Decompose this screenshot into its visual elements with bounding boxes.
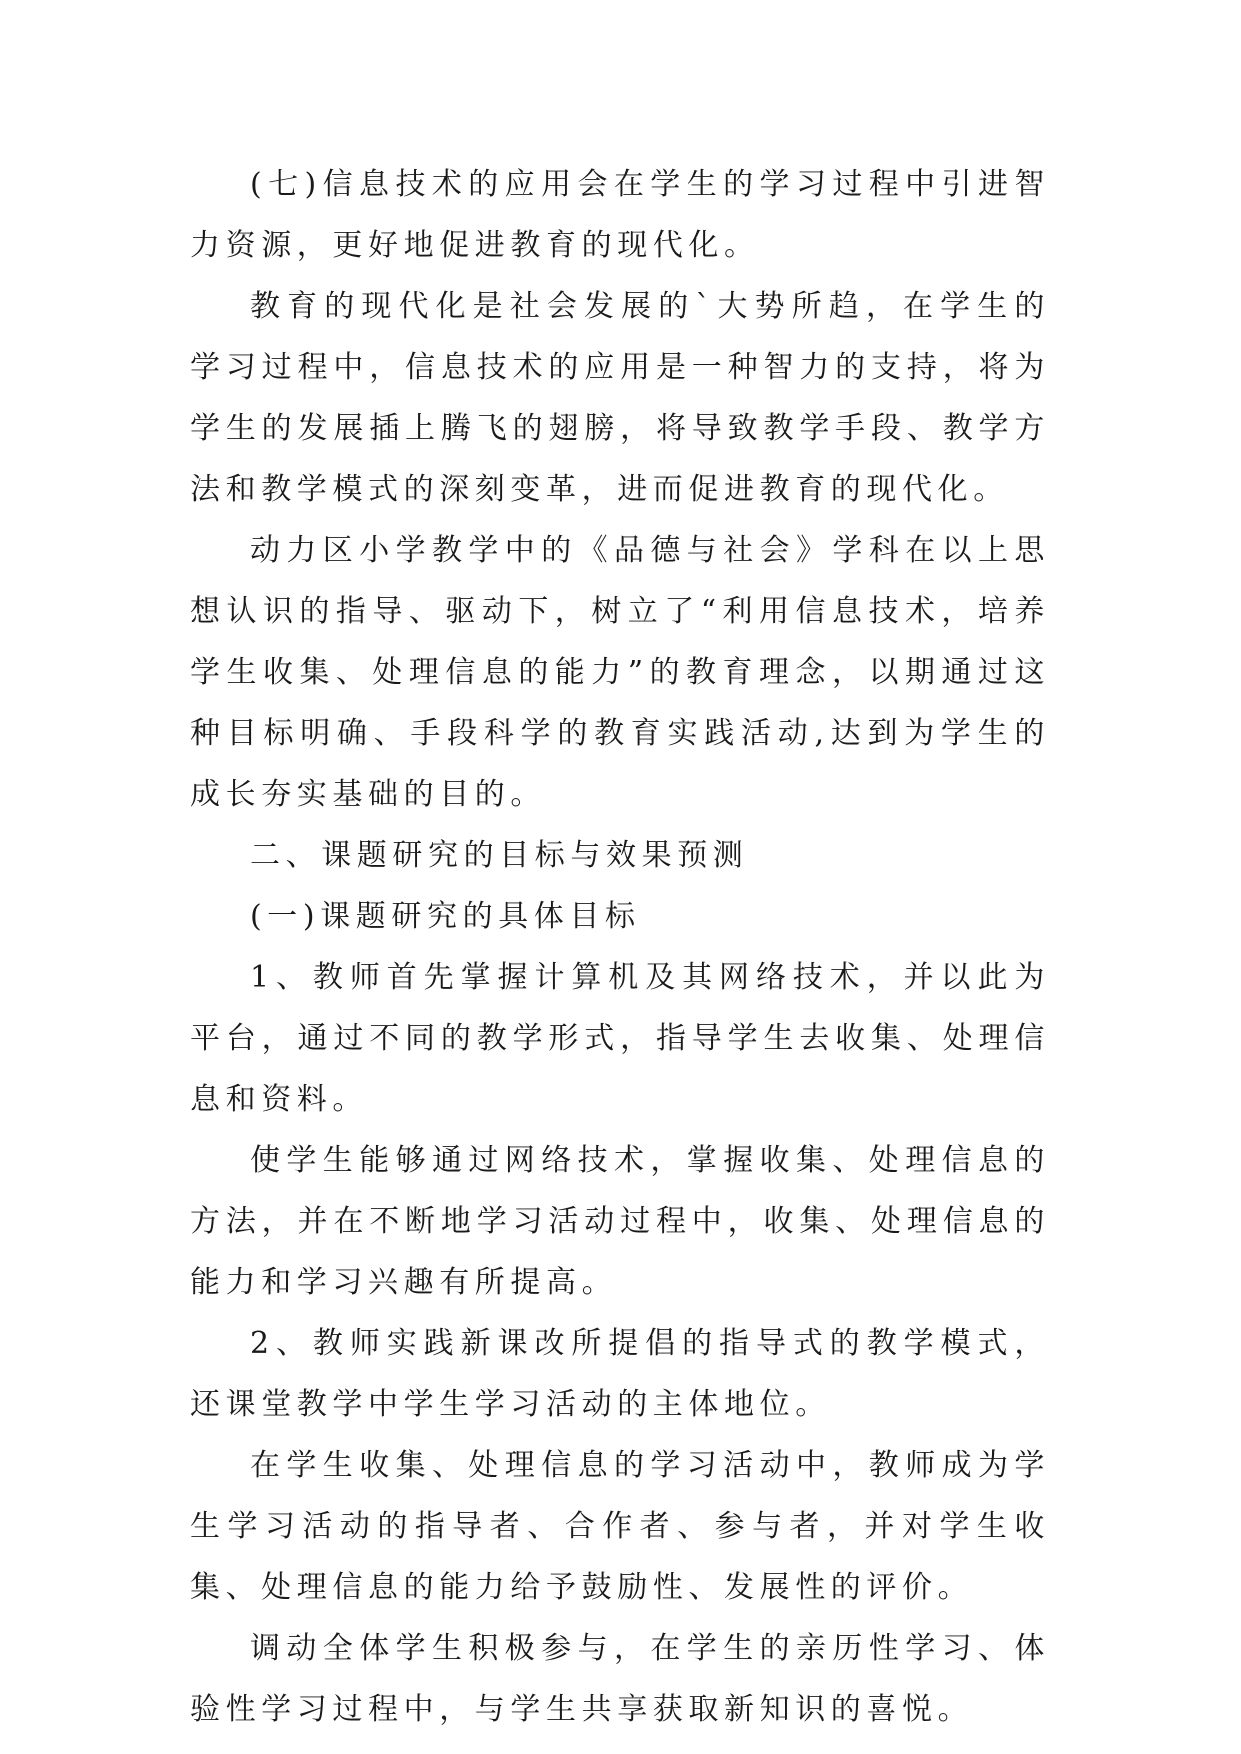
subsection-heading: (一)课题研究的具体目标 bbox=[250, 899, 641, 934]
paragraph-8: 2、教师实践新课改所提倡的指导式的教学模式，还课堂教学中学生学习活动的主体地位。 bbox=[190, 1326, 1050, 1422]
paragraph-6: 1、教师首先掌握计算机及其网络技术，并以此为平台，通过不同的教学形式，指导学生去收集、处理信息和资料。 bbox=[190, 960, 1050, 1117]
document-body bbox=[190, 154, 1050, 1740]
paragraph-7: 使学生能够通过网络技术，掌握收集、处理信息的方法，并在不断地学习活动过程中，收集、处理信息的能力和学习兴趣有所提高。 bbox=[190, 1143, 1050, 1300]
paragraph-2: 教育的现代化是社会发展的`大势所趋，在学生的学习过程中，信息技术的应用是一种智力的支持，将为学生的发展插上腾飞的翅膀，将导致教学手段、教学方法和教学模式的深刻变革，进而促进教育的现代化。 bbox=[190, 289, 1050, 507]
paragraph-10: 调动全体学生积极参与，在学生的亲历性学习、体验性学习过程中，与学生共享获取新知识的喜悦。 bbox=[190, 1631, 1050, 1727]
paragraph-9: 在学生收集、处理信息的学习活动中，教师成为学生学习活动的指导者、合作者、参与者，并对学生收集、处理信息的能力给予鼓励性、发展性的评价。 bbox=[190, 1448, 1050, 1605]
section-heading: 二、课题研究的目标与效果预测 bbox=[250, 838, 749, 873]
paragraph-1: (七)信息技术的应用会在学生的学习过程中引进智力资源，更好地促进教育的现代化。 bbox=[190, 167, 1050, 263]
paragraph-3: 动力区小学教学中的《品德与社会》学科在以上思想认识的指导、驱动下，树立了“利用信息技术，培养学生收集、处理信息的能力”的教育理念，以期通过这种目标明确、手段科学的教育实践活动,达到为学生的成长夯实基础的目的。 bbox=[190, 533, 1050, 812]
